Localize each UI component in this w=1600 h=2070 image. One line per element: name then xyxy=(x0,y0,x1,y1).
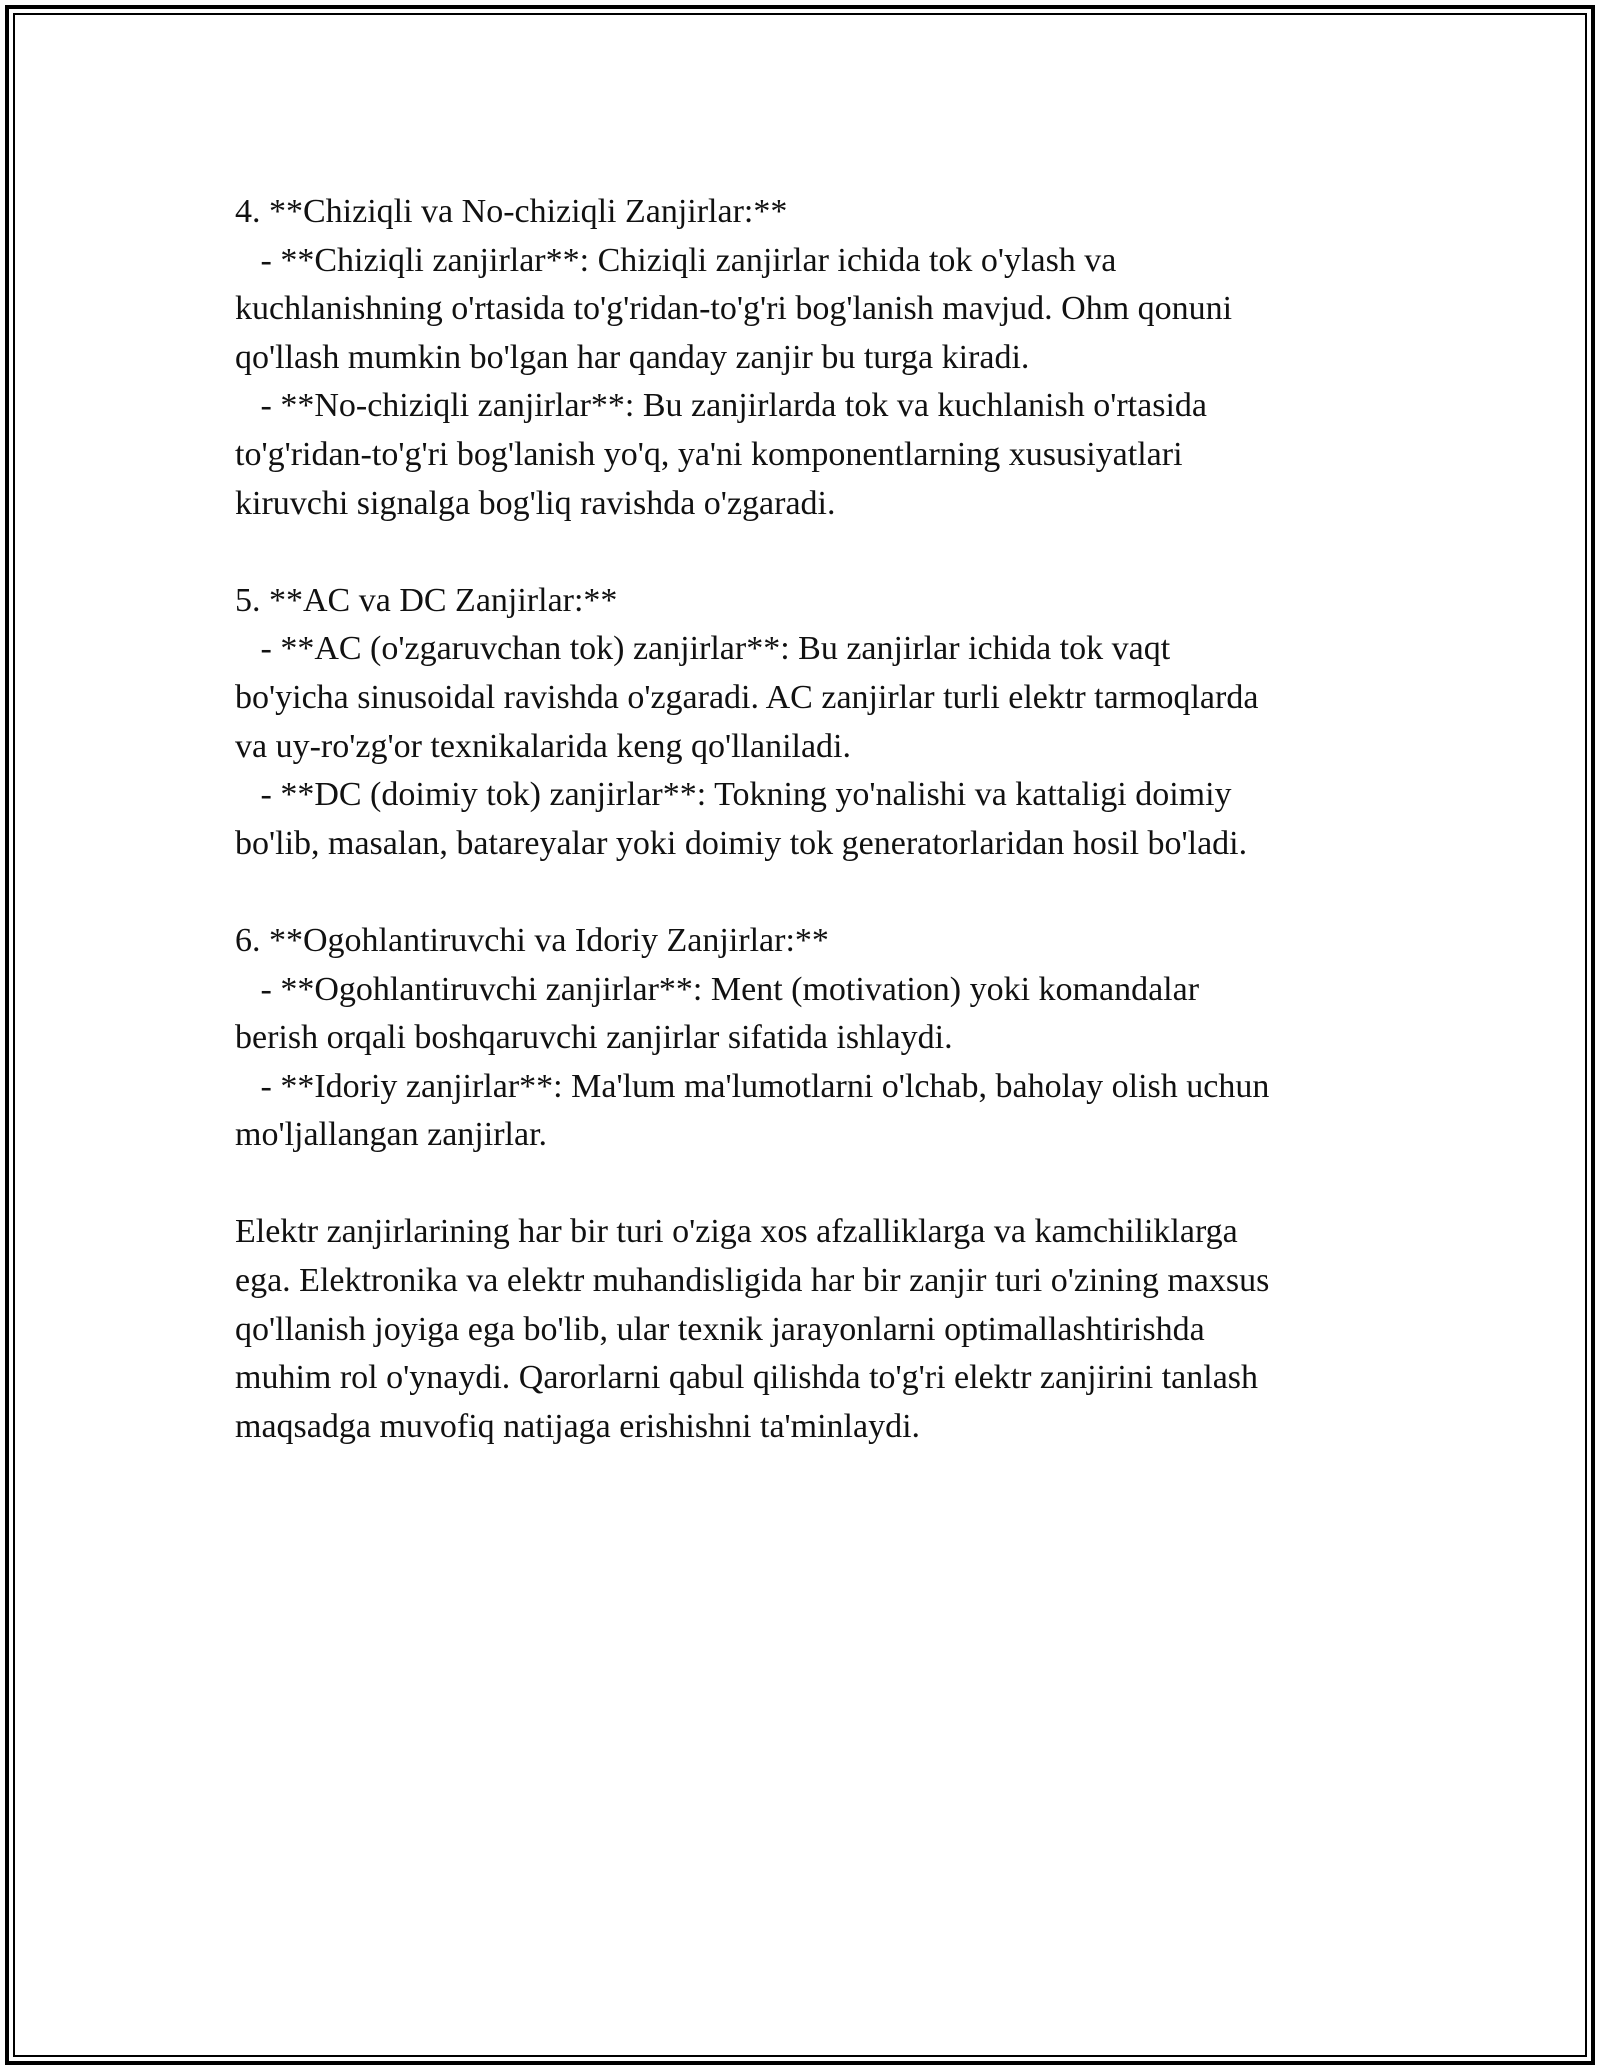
paragraph-line: mo'ljallangan zanjirlar. xyxy=(235,1116,548,1154)
paragraph-gap xyxy=(235,868,1365,917)
paragraph-line: qo'llanish joyiga ega bo'lib, ular texnik jarayonlarni optimallashtirishda xyxy=(235,1310,1205,1348)
paragraph-line: muhim rol o'ynaydi. Qarorlarni qabul qilishda to'g'ri elektr zanjirini tanlash xyxy=(235,1359,1259,1397)
conclusion-paragraph xyxy=(235,1208,1365,1451)
section-heading: 6. **Ogohlantiruvchi va Idoriy Zanjirlar:** xyxy=(235,921,829,959)
paragraph-line: - **No-chiziqli zanjirlar**: Bu zanjirlarda tok va kuchlanish o'rtasida xyxy=(235,387,1207,425)
list-item xyxy=(235,771,1365,868)
list-item xyxy=(235,1063,1365,1160)
paragraph-gap xyxy=(235,1160,1365,1209)
paragraph-line: Elektr zanjirlarining har bir turi o'ziga xos afzalliklarga va kamchiliklarga xyxy=(235,1213,1238,1251)
document-body xyxy=(235,188,1365,1451)
paragraph-line: - **Idoriy zanjirlar**: Ma'lum ma'lumotlarni o'lchab, baholay olish uchun xyxy=(235,1067,1270,1105)
paragraph-line: - **Ogohlantiruvchi zanjirlar**: Ment (motivation) yoki komandalar xyxy=(235,970,1200,1008)
paragraph-line: ega. Elektronika va elektr muhandisligida har bir zanjir turi o'zining maxsus xyxy=(235,1262,1270,1300)
section-4 xyxy=(235,188,1365,528)
paragraph-line: kiruvchi signalga bog'liq ravishda o'zgaradi. xyxy=(235,484,836,522)
list-item xyxy=(235,382,1365,528)
section-6 xyxy=(235,917,1365,1160)
paragraph-line: maqsadga muvofiq natijaga erishishni ta'minlaydi. xyxy=(235,1407,921,1445)
paragraph-gap xyxy=(235,528,1365,577)
paragraph-line: kuchlanishning o'rtasida to'g'ridan-to'g'ri bog'lanish mavjud. Ohm qonuni xyxy=(235,290,1233,328)
paragraph-line: va uy-ro'zg'or texnikalarida keng qo'llaniladi. xyxy=(235,727,852,765)
list-item xyxy=(235,966,1365,1063)
paragraph-line: to'g'ridan-to'g'ri bog'lanish yo'q, ya'ni komponentlarning xususiyatlari xyxy=(235,435,1183,473)
paragraph-line: bo'lib, masalan, batareyalar yoki doimiy tok generatorlaridan hosil bo'ladi. xyxy=(235,824,1248,862)
list-item xyxy=(235,237,1365,383)
paragraph-line: - **Chiziqli zanjirlar**: Chiziqli zanjirlar ichida tok o'ylash va xyxy=(235,241,1117,279)
paragraph-line: - **DC (doimiy tok) zanjirlar**: Tokning yo'nalishi va kattaligi doimiy xyxy=(235,776,1232,814)
section-heading: 4. **Chiziqli va No-chiziqli Zanjirlar:** xyxy=(235,193,788,230)
paragraph-line: - **AC (o'zgaruvchan tok) zanjirlar**: Bu zanjirlar ichida tok vaqt xyxy=(235,630,1171,668)
section-heading: 5. **AC va DC Zanjirlar:** xyxy=(235,581,618,619)
paragraph-line: qo'llash mumkin bo'lgan har qanday zanjir bu turga kiradi. xyxy=(235,338,1030,376)
paragraph-line: bo'yicha sinusoidal ravishda o'zgaradi. AC zanjirlar turli elektr tarmoqlarda xyxy=(235,678,1259,716)
paragraph-line: berish orqali boshqaruvchi zanjirlar sifatida ishlaydi. xyxy=(235,1019,953,1057)
list-item xyxy=(235,625,1365,771)
section-5 xyxy=(235,577,1365,869)
